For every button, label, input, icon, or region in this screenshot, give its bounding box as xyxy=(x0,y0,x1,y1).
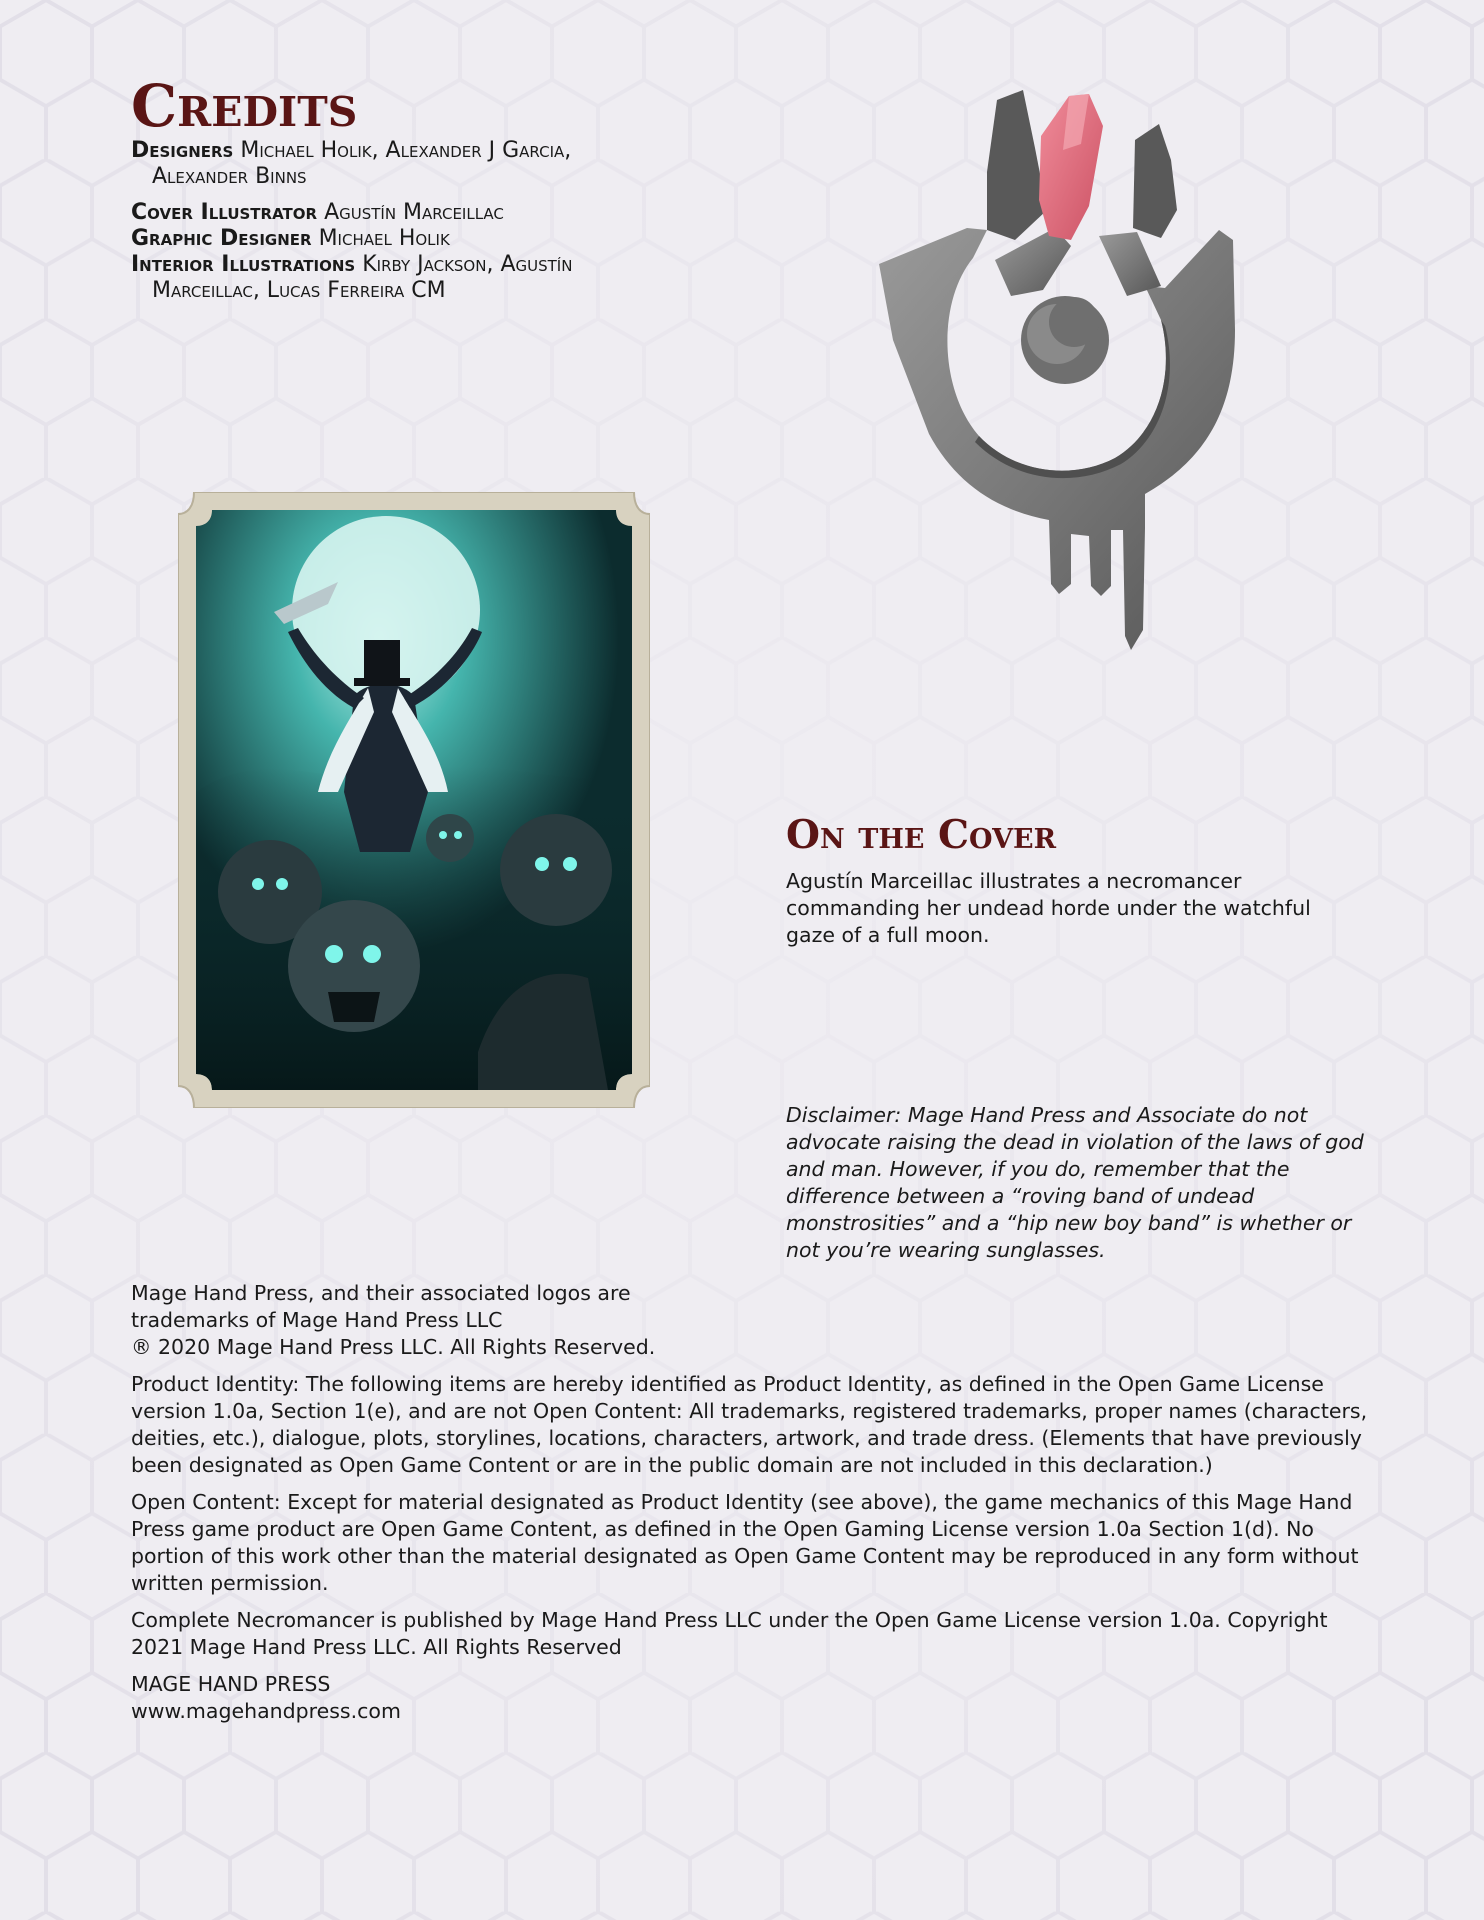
trademark-line-3: ® 2020 Mage Hand Press LLC. All Rights Reserved. xyxy=(131,1335,656,1359)
credit-names-interior-1: Kirby Jackson, Agustín xyxy=(362,252,573,277)
publisher-name: MAGE HAND PRESS xyxy=(131,1672,331,1696)
credits-list xyxy=(131,138,771,304)
credit-role-interior-illustrations: Interior Illustrations xyxy=(131,252,356,277)
credit-cover-illustrator xyxy=(131,200,771,226)
publisher-website: www.magehandpress.com xyxy=(131,1699,401,1723)
credit-names-cover-illustrator: Agustín Marceillac xyxy=(324,200,504,225)
trademark-line-1: Mage Hand Press, and their associated logos are xyxy=(131,1281,631,1305)
on-the-cover-caption: Agustín Marceillac illustrates a necromancer commanding her undead horde under the watchful gaze of a full moon. xyxy=(786,869,1311,947)
credit-role-cover-illustrator: Cover Illustrator xyxy=(131,200,318,225)
credit-names-interior-2: Marceillac, Lucas Ferreira CM xyxy=(152,278,446,303)
credit-names-graphic-designer: Michael Holik xyxy=(318,226,450,251)
credits-title: Credits xyxy=(131,72,358,140)
cover-art-illustration xyxy=(178,492,650,1108)
product-identity-paragraph: Product Identity: The following items are hereby identified as Product Identity, as defined in the Open Game License version 1.0a, Section 1(e), and are not Open Content: All trademarks, registered trademarks, proper names (characters, deities, etc.), dialogue, plots, storylines, locations, characters, artwork, and trade dress. (Elements that have previously been designated as Open Game Content or are in the public domain are not included in this declaration.) xyxy=(131,1372,1368,1477)
publication-paragraph: Complete Necromancer is published by Mage Hand Press LLC under the Open Game License version 1.0a. Copyright 2021 Mage Hand Press LLC. All Rights Reserved xyxy=(131,1608,1328,1659)
legal-section xyxy=(131,1280,1371,1725)
publisher-block xyxy=(131,1671,1371,1725)
credit-role-graphic-designer: Graphic Designer xyxy=(131,226,312,251)
credit-names-designers-2: Alexander Binns xyxy=(152,164,307,189)
credit-role-designers: Designers xyxy=(131,138,234,163)
credit-interior-illustrations xyxy=(131,252,771,304)
on-the-cover-heading: On the Cover xyxy=(786,812,1057,858)
disclaimer-text: Disclaimer: Mage Hand Press and Associate do not advocate raising the dead in violation of the laws of god and man. However, if you do, remember that the difference between a “roving band of undead monstrosities” and a “hip new boy band” is whether or not you’re wearing sunglasses. xyxy=(786,1103,1364,1262)
credit-graphic-designer xyxy=(131,226,771,252)
open-content-paragraph: Open Content: Except for material designated as Product Identity (see above), the game mechanics of this Mage Hand Press game product are Open Game Content, as defined in the Open Gaming License version 1.0a Section 1(d). No portion of this work other than the material designated as Open Game Content may be reproduced in any form without written permission. xyxy=(131,1490,1359,1595)
mage-hand-press-logo-icon xyxy=(875,90,1245,662)
credit-names-designers-1: Michael Holik, Alexander J Garcia, xyxy=(240,138,572,163)
trademark-notice xyxy=(131,1280,1371,1361)
credit-designers xyxy=(131,138,771,190)
trademark-line-2: trademarks of Mage Hand Press LLC xyxy=(131,1308,503,1332)
